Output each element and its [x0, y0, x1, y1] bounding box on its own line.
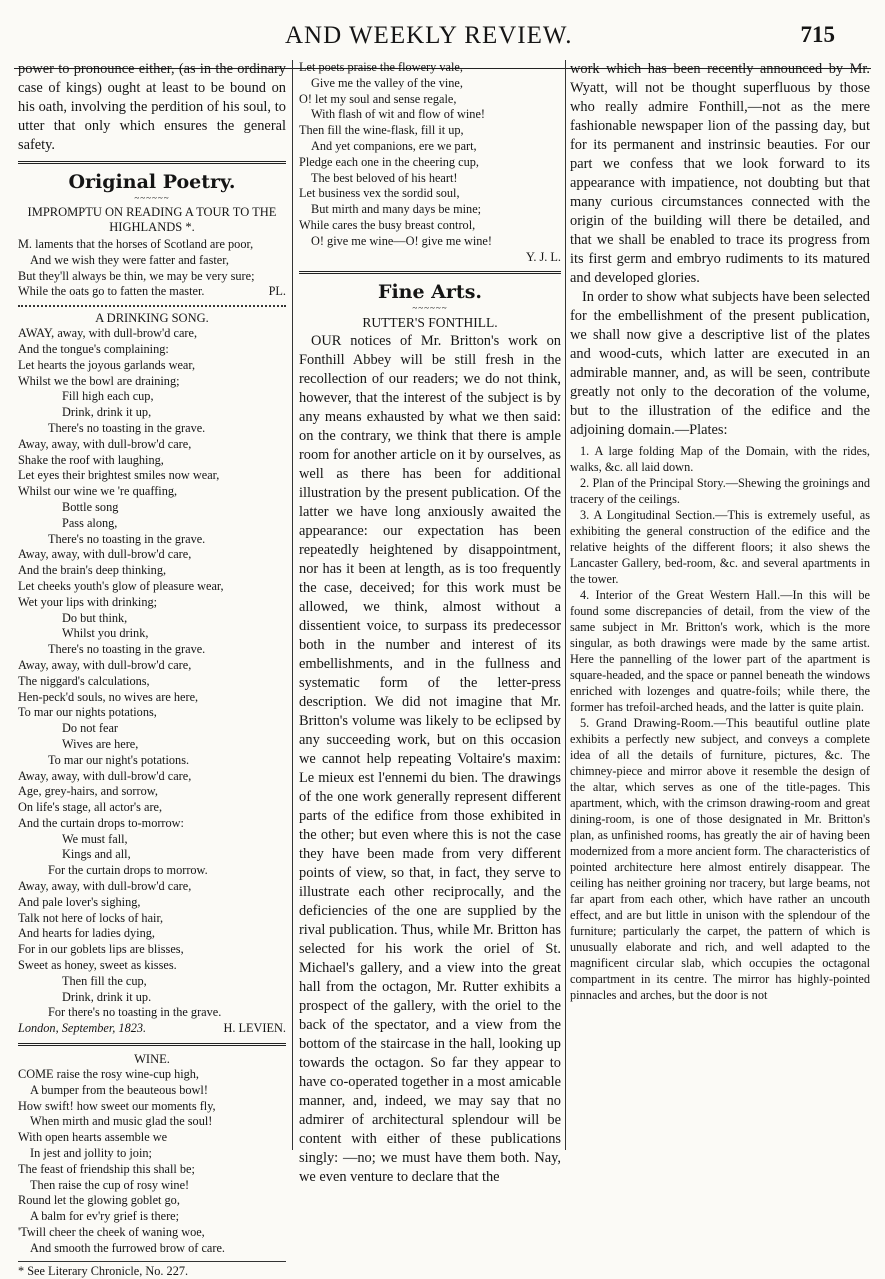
poem-line: And the curtain drops to-morrow:	[18, 815, 184, 830]
section-rule	[18, 161, 286, 164]
column-divider	[565, 60, 566, 1150]
poem-line: With open hearts assemble we	[18, 1130, 168, 1145]
column-middle	[299, 60, 561, 1187]
poem-line: There's no toasting in the grave.	[48, 531, 206, 546]
poem-line: O! let my soul and sense regale,	[299, 91, 457, 106]
poem-line: For in our goblets lips are blisses,	[18, 942, 184, 957]
poem-wine-continued	[299, 60, 561, 250]
poem-line: With flash of wit and flow of wine!	[311, 107, 486, 122]
poem-line: And pale lover's sighing,	[18, 894, 141, 909]
poem-line: Let hearts the joyous garlands wear,	[18, 357, 196, 372]
article-paragraph: work which has been recently announced by Mr. Wyatt, will not be thought superfluous by those who really admire Fonthill,—not as the mere fashionable newspaper lion of the passing day, but for its permanent and instrinsic beauties. For our part we confess that we look forward to its appearance with impatience, not doubting but that many curious circumstances connected with the origin of the building will there be detailed, and that we shall be enabled to trace its progress from its first germ and embryo rudiments to its matured and developed glories.	[570, 61, 870, 286]
poem-line: Fill high each cup,	[62, 389, 154, 404]
poem-place-date: London, September, 1823.	[18, 1021, 147, 1036]
intro-paragraph: power to pronounce either, (as in the ordinary case of kings) ought at least to be bound on his oath, involving the perdition of his soul, to utter that only which ensures the general safety.	[18, 61, 286, 153]
column-left	[18, 60, 286, 1279]
poem-line: Bottle song	[62, 499, 119, 514]
poem-line: Sweet as honey, sweet as kisses.	[18, 958, 177, 973]
poem-line: A balm for ev'ry grief is there;	[30, 1209, 180, 1224]
poem-line: When mirth and music glad the soul!	[30, 1114, 213, 1129]
poem-line: Hen-peck'd souls, no wives are here,	[18, 689, 199, 704]
poem-line: There's no toasting in the grave.	[48, 420, 206, 435]
poem-line: We must fall,	[62, 831, 128, 846]
plate-list-item: 3. A Longitudinal Section.—This is extremely useful, as exhibiting the general construction of the edifice and the relative heights of the different floors; it also shews the Lancaster Gallery, bed-room, &c. and several apartments in the tower.	[570, 508, 870, 586]
poem-line: On life's stage, all actor's are,	[18, 800, 163, 815]
poem-line: The niggard's calculations,	[18, 673, 150, 688]
poem-line: Then fill the wine-flask, fill it up,	[299, 123, 464, 138]
poem-line: Then fill the cup,	[62, 973, 147, 988]
poem-dateline	[18, 1021, 286, 1037]
section-heading-fine-arts: Fine Arts.	[377, 281, 483, 304]
article-paragraph: In order to show what subjects have been selected for the embellishment of the present publication, we shall now give a descriptive list of the plates and wood-cuts, which latter are executed in an admirable manner, and, as will be seen, contribute greatly not only to the decoration of the volume, but to the illustration of the edifice and the adjoining domain.—Plates:	[570, 289, 870, 438]
poem-line: And yet companions, ere we part,	[311, 138, 477, 153]
plate-list-item: 2. Plan of the Principal Story.—Shewing the groinings and tracery of the ceilings.	[570, 476, 870, 506]
poem-line: Kings and all,	[62, 847, 131, 862]
page-number: 715	[800, 22, 835, 47]
poem-line: Then raise the cup of rosy wine!	[30, 1177, 190, 1192]
poem-signature: Y. J. L.	[526, 249, 561, 264]
poem-line: Pass along,	[62, 515, 118, 530]
plate-list-item: 5. Grand Drawing-Room.—This beautiful outline plate exhibits a perfectly new subject, and conveys a complete idea of all the details of furniture, pictures, &c. The chimney-piece and mirror above it resemble the design of the altar, which serves as one of the title-pages. This apartment, which, with the crimson drawing-room and great dining-room, is one of those designated in Mr. Britton's plan, as unfinished rooms, has greatly the air of having been modernized from a more ancient form. The characteristics of pointed architecture here almost entirely disappear. The ceiling has neither groining nor tracery, but large beams, not far apart from each other, which have rather an uncouth effect, and are but little in unison with the splendour of the furniture; particularly the carpet, the pattern of which is unusually elaborate and rich, and well adapted to the magnificent circular slab, which occupies the octagonal compartment in its centre. The mirror has highly-pointed pinnacles and arches, but the door is not	[570, 716, 870, 1002]
poem-line: Wives are here,	[62, 736, 139, 751]
poem-title-impromptu: IMPROMPTU ON READING A TOUR TO THE HIGHLANDS *.	[27, 205, 277, 234]
poem-line: And we wish they were fatter and faster,	[30, 252, 229, 267]
column-right	[570, 60, 870, 1003]
poem-line: And the brain's deep thinking,	[18, 563, 167, 578]
poem-line: O! give me wine—O! give me wine!	[311, 233, 492, 248]
poem-line: And the tongue's complaining:	[18, 341, 169, 356]
poem-line: How swift! how sweet our moments fly,	[18, 1098, 216, 1113]
poem-line: Whilst we the bowl are draining;	[18, 373, 180, 388]
poem-line: While the oats go to fatten the master.	[18, 284, 205, 299]
poem-line: The feast of friendship this shall be;	[18, 1161, 195, 1176]
poem-line: Talk not here of locks of hair,	[18, 910, 164, 925]
running-title: AND WEEKLY REVIEW.	[285, 22, 573, 49]
ornament: ~~~~~~	[134, 193, 170, 203]
poem-line: While cares the busy breast control,	[299, 217, 476, 232]
poem-line: M. laments that the horses of Scotland are poor,	[18, 237, 254, 251]
plate-list	[570, 443, 870, 1003]
poem-line: Round let the glowing goblet go,	[18, 1193, 180, 1208]
poem-line: And smooth the furrowed brow of care.	[30, 1240, 225, 1255]
poem-line: To mar our nights potations,	[18, 705, 157, 720]
poem-line: For there's no toasting in the grave.	[48, 1005, 222, 1020]
poem-line: Give me the valley of the vine,	[311, 75, 463, 90]
poem-line: Drink, drink it up.	[62, 989, 152, 1004]
poem-line: Shake the roof with laughing,	[18, 452, 164, 467]
poem-signature: H. LEVIEN.	[223, 1021, 286, 1036]
poem-line: Away, away, with dull-brow'd care,	[18, 768, 192, 783]
poem-line: For the curtain drops to morrow.	[48, 863, 208, 878]
poem-line: Wet your lips with drinking;	[18, 594, 158, 609]
ornament: ~~~~~~	[412, 303, 448, 314]
poem-line: In jest and jollity to join;	[30, 1146, 152, 1161]
poem-signature: PL.	[268, 284, 286, 299]
poem-line: And hearts for ladies dying,	[18, 926, 155, 941]
section-rule	[299, 271, 561, 274]
poem-line: Age, grey-hairs, and sorrow,	[18, 784, 158, 799]
poem-line: There's no toasting in the grave.	[48, 642, 206, 657]
poem-line: Whilst our wine we 're quaffing,	[18, 484, 178, 499]
poem-title-wine: WINE.	[134, 1052, 170, 1067]
poem-title-drinking-song: A DRINKING SONG.	[95, 311, 209, 326]
article-title: RUTTER'S FONTHILL.	[362, 315, 498, 331]
separator-rule	[18, 1043, 286, 1046]
section-heading-poetry: Original Poetry.	[68, 171, 236, 193]
poem-line: Let eyes their brightest smiles now wear,	[18, 468, 220, 483]
poem-line: Away, away, with dull-brow'd care,	[18, 879, 192, 894]
poem-line: Pledge each one in the cheering cup,	[299, 154, 479, 169]
column-divider	[292, 60, 293, 1150]
poem-line: But mirth and many days be mine;	[311, 202, 482, 217]
footnote: * See Literary Chronicle, No. 227.	[18, 1261, 286, 1279]
poem-line: Do not fear	[62, 721, 118, 736]
poem-impromptu	[18, 237, 286, 300]
poem-line: Let poets praise the flowery vale,	[299, 60, 463, 74]
poem-line: Away, away, with dull-brow'd care,	[18, 657, 192, 672]
poem-drinking-song	[18, 326, 286, 1021]
poem-line: The best beloved of his heart!	[311, 170, 458, 185]
poem-line: Whilst you drink,	[62, 626, 149, 641]
poem-line: Let cheeks youth's glow of pleasure wear,	[18, 578, 224, 593]
article-paragraph: OUR notices of Mr. Britton's work on Fonthill Abbey will be still fresh in the recollection of our readers; we do not think, however, that the interest of the subject is by any means exhausted by what we then said: on the contrary, we think that there is ample room for another article on it by ourselves, as well as there has been for additional illustration by the present publication. Of the latter we have long anxiously awaited the appearance: our expectation has been repeatedly heightened by disappointment, nor has it been at length, as is too frequently the case, deceived; for this work must be allowed, we think, almost without a dissentient voice, to surpass its predecessor both in the number and interest of its embellishments, and in the fullness and systematic form of the letter-press description. We did not imagine that Mr. Britton's volume was likely to be eclipsed by any succeeding work, but on this occasion we cannot help repeating Voltaire's maxim: Le mieux est l'ennemi du bien. The drawings of the one work generally represent different parts of the edifice from those exhibited in the other; but even where this is not the case they have been made from very different points of view, so that, in fact, they serve to illustrate each other reciprocally, and the deficiencies of the one are supplied by the rival publication. Thus, while Mr. Britton has selected for his work the oriel of St. Michael's gallery, and a view into the great hall from the octagon, Mr. Rutter exhibits a prospect of the gallery, with the oriel to the back of the spectator, and a view from the bottom of the staircase in the hall, looking up towards the octagon. So far they appear to have co-operated together in a most amicable manner, and, indeed, we may say that no admirer of architectural splendour will be content with either of these publications singly: —no; we must have them both. Nay, we even venture to declare that the	[299, 333, 561, 1186]
poem-line: COME raise the rosy wine-cup high,	[18, 1067, 200, 1082]
poem-line: A bumper from the beauteous bowl!	[30, 1082, 208, 1097]
poem-line: Do but think,	[62, 610, 128, 625]
poem-wine	[18, 1067, 286, 1257]
poem-line: But they'll always be thin, we may be very sure;	[18, 268, 255, 283]
poem-line: Drink, drink it up,	[62, 405, 152, 420]
separator-rule	[18, 305, 286, 307]
poem-line: Let business vex the sordid soul,	[299, 186, 460, 201]
poem-line: Away, away, with dull-brow'd care,	[18, 547, 192, 562]
plate-list-item: 1. A large folding Map of the Domain, with the rides, walks, &c. all laid down.	[570, 444, 870, 474]
plate-list-item: 4. Interior of the Great Western Hall.—In this will be found some discrepancies of detail, from the view of the same subject in Mr. Britton's work, which is the more singular, as both drawings were made by the same artist. Here the pannelling of the lower part of the apartment is square-headed, and the space or pannel beneath the windows enriched with lozenges and quatre-foils; while there, the former has trefoil-arched heads, and the latter is quite plain.	[570, 588, 870, 714]
poem-line: To mar our night's potations.	[48, 752, 190, 767]
poem-line: 'Twill cheer the cheek of waning woe,	[18, 1225, 205, 1240]
poem-line: Away, away, with dull-brow'd care,	[18, 436, 192, 451]
poem-line: AWAY, away, with dull-brow'd care,	[18, 326, 198, 341]
page-header	[0, 18, 885, 52]
